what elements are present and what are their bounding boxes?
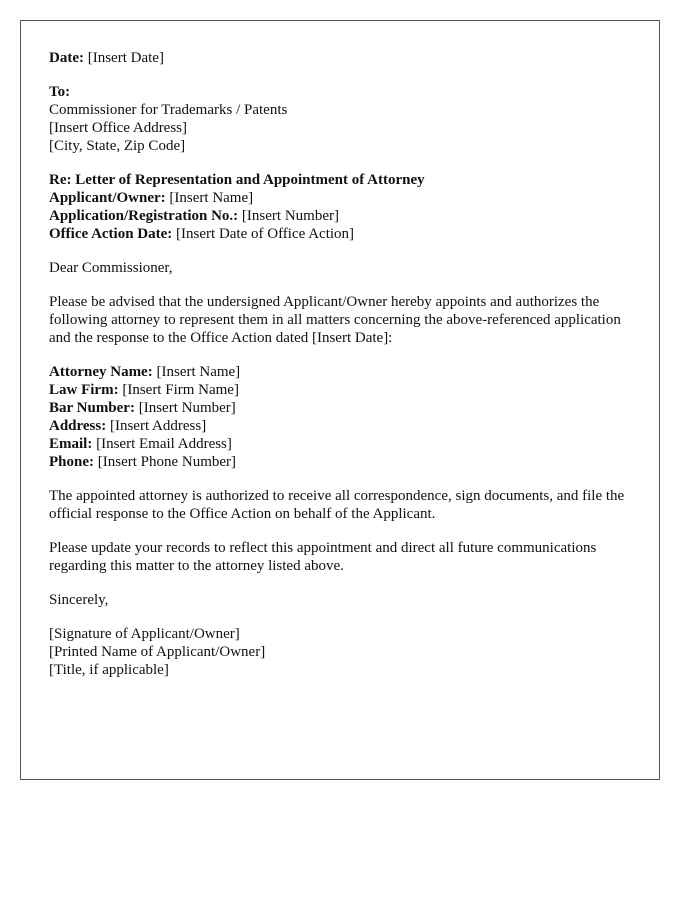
- field-value: [Insert Address]: [109, 418, 207, 434]
- field-label: Attorney Name:: [49, 364, 153, 380]
- authority-paragraph-text: The appointed attorney is authorized to receive all correspondence, sign documents, and file the official response to the Office Action on behalf of the Applicant.: [49, 488, 625, 522]
- attorney-field: [49, 399, 631, 417]
- date-line: [49, 49, 631, 67]
- signature-line: [Signature of Applicant/Owner]: [49, 626, 240, 642]
- field-label: Address:: [49, 418, 107, 434]
- attorney-field: [49, 417, 631, 435]
- update-paragraph-text: Please update your records to reflect this appointment and direct all future communications regarding this matter to the attorney listed above.: [49, 540, 597, 574]
- authority-paragraph: [49, 487, 631, 523]
- date-label: Date:: [49, 50, 84, 66]
- field-value: [Insert Phone Number]: [97, 454, 237, 470]
- attorney-field: [49, 435, 631, 453]
- field-value: [Insert Name]: [169, 190, 254, 206]
- intro-paragraph: [49, 293, 631, 347]
- reference-block: [49, 171, 631, 243]
- field-label: Applicant/Owner:: [49, 190, 166, 206]
- field-value: [Insert Number]: [241, 208, 339, 224]
- attorney-block: [49, 363, 631, 471]
- letter-page: [20, 20, 660, 780]
- to-label: To:: [49, 84, 71, 100]
- intro-paragraph-text: Please be advised that the undersigned Applicant/Owner hereby appoints and authorizes the following attorney to represent them in all matters concerning the above-referenced application and the response to the Office Action dated [Insert Date]:: [49, 294, 621, 346]
- field-value: [Insert Name]: [156, 364, 241, 380]
- signature-line: [Printed Name of Applicant/Owner]: [49, 644, 266, 660]
- salutation: [49, 259, 631, 277]
- field-value: [Insert Date of Office Action]: [176, 226, 355, 242]
- field-label: Phone:: [49, 454, 94, 470]
- attorney-field: [49, 381, 631, 399]
- reference-field: [49, 189, 631, 207]
- subject-line: Re: Letter of Representation and Appointment of Attorney: [49, 172, 425, 188]
- reference-field: [49, 225, 631, 243]
- attorney-field: [49, 453, 631, 471]
- recipient-line: [Insert Office Address]: [49, 120, 188, 136]
- field-value: [Insert Number]: [138, 400, 236, 416]
- reference-field: [49, 207, 631, 225]
- recipient-line: [City, State, Zip Code]: [49, 138, 186, 154]
- recipient-line: Commissioner for Trademarks / Patents: [49, 102, 288, 118]
- signature-block: [49, 625, 631, 679]
- field-label: Office Action Date:: [49, 226, 173, 242]
- date-value: [Insert Date]: [87, 50, 164, 66]
- field-label: Law Firm:: [49, 382, 119, 398]
- attorney-field: [49, 363, 631, 381]
- closing: [49, 591, 631, 609]
- closing-text: Sincerely,: [49, 592, 109, 608]
- update-paragraph: [49, 539, 631, 575]
- field-value: [Insert Email Address]: [96, 436, 232, 452]
- field-label: Bar Number:: [49, 400, 135, 416]
- signature-line: [Title, if applicable]: [49, 662, 169, 678]
- field-label: Application/Registration No.:: [49, 208, 239, 224]
- field-label: Email:: [49, 436, 93, 452]
- field-value: [Insert Firm Name]: [122, 382, 239, 398]
- recipient-block: [49, 83, 631, 155]
- salutation-text: Dear Commissioner,: [49, 260, 173, 276]
